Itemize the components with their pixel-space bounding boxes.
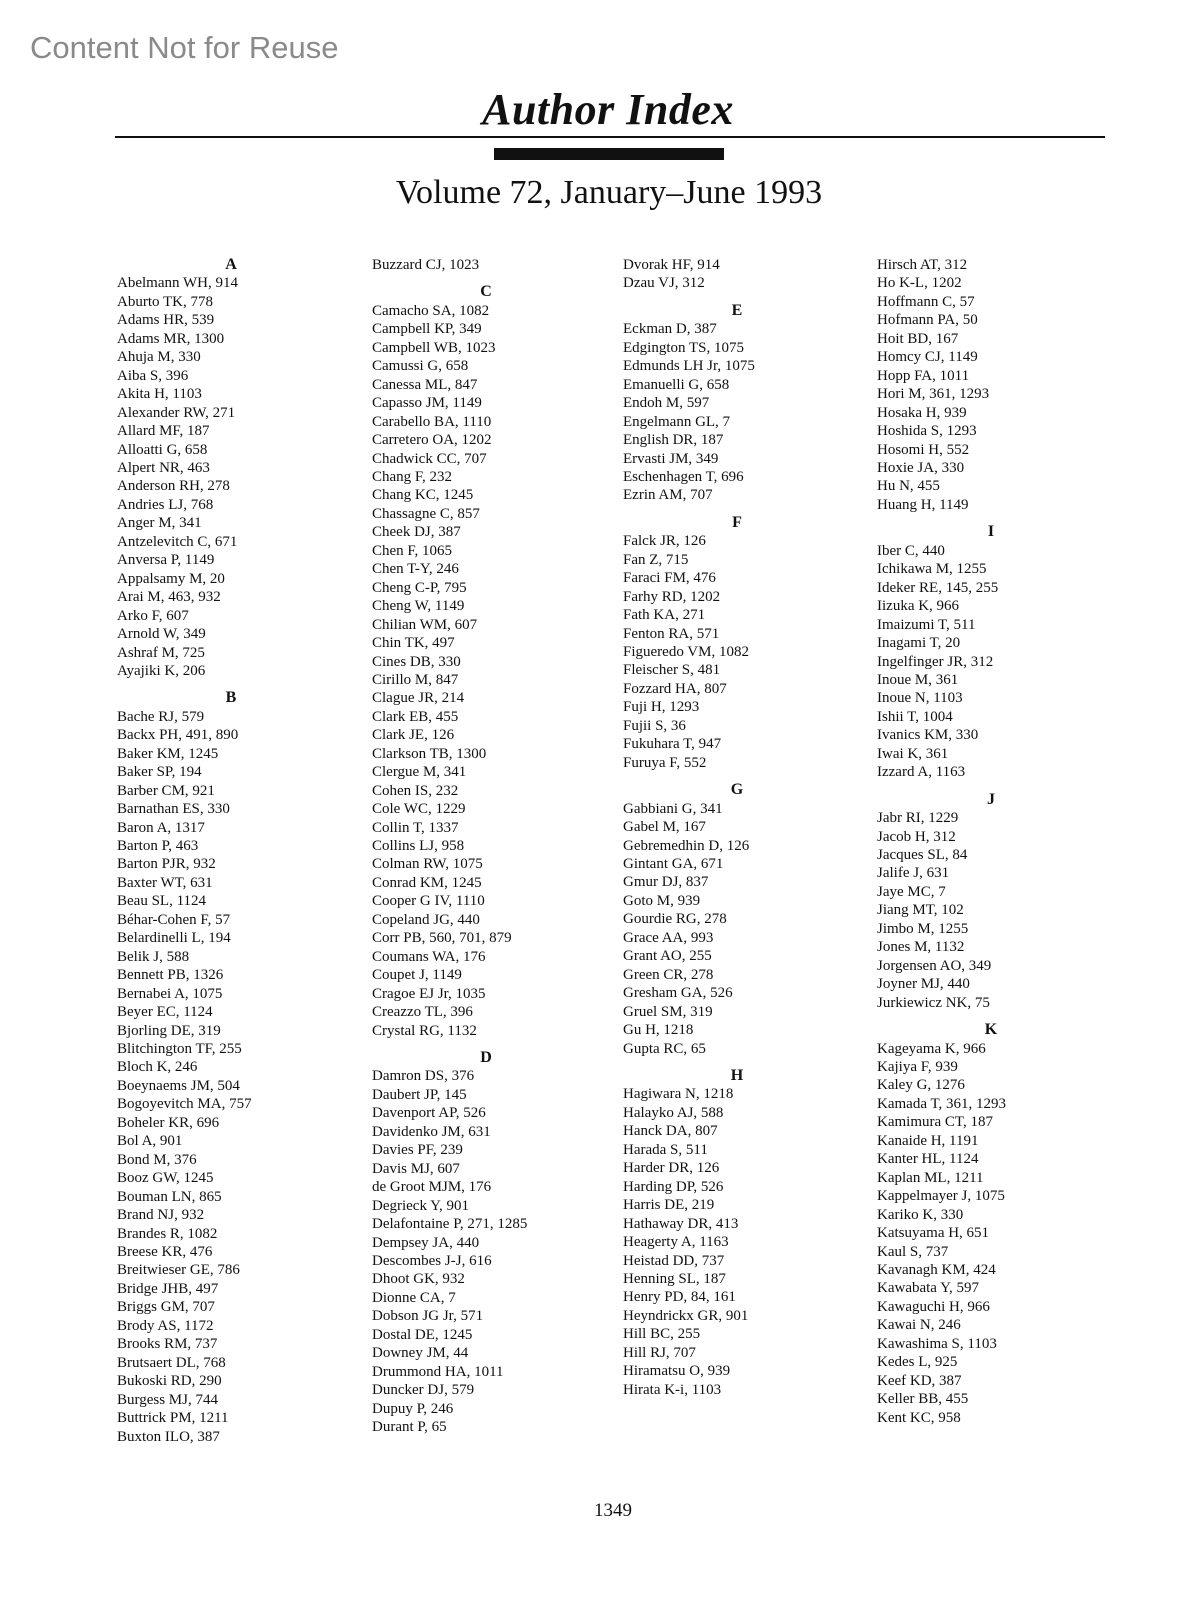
author-entry: Bukoski RD, 290: [117, 1373, 222, 1390]
author-entry: Henning SL, 187: [623, 1270, 726, 1287]
author-entry: Heistad DD, 737: [623, 1252, 725, 1269]
author-entry: Degrieck Y, 901: [372, 1197, 470, 1214]
author-entry: Iizuka K, 966: [877, 598, 960, 615]
author-entry: Béhar-Cohen F, 57: [117, 911, 231, 928]
author-entry: Barton P, 463: [117, 838, 199, 855]
author-entry: Grace AA, 993: [623, 929, 714, 946]
author-entry: Endoh M, 597: [623, 395, 710, 412]
author-entry: Jurkiewicz NK, 75: [877, 994, 990, 1011]
author-entry: Kawaguchi H, 966: [877, 1298, 990, 1315]
author-entry: Joyner MJ, 440: [877, 976, 970, 993]
author-entry: Kanaide H, 1191: [877, 1132, 979, 1149]
author-entry: Gmur DJ, 837: [623, 874, 709, 891]
author-entry: Adams HR, 539: [117, 312, 215, 329]
author-entry: Dempsey JA, 440: [372, 1234, 480, 1251]
index-column-3: [623, 256, 863, 1399]
author-entry: Gebremedhin D, 126: [623, 837, 750, 854]
author-entry: Green CR, 278: [623, 966, 714, 983]
author-entry: Baxter WT, 631: [117, 874, 213, 891]
author-entry: Fan Z, 715: [623, 551, 689, 568]
author-entry: Campbell KP, 349: [372, 321, 482, 338]
author-entry: Davies PF, 239: [372, 1142, 463, 1159]
author-entry: Katsuyama H, 651: [877, 1225, 990, 1242]
author-entry: Beau SL, 1124: [117, 893, 207, 910]
author-entry: Ivanics KM, 330: [877, 727, 979, 744]
author-entry: Gabbiani G, 341: [623, 800, 723, 817]
author-entry: Cheng C-P, 795: [372, 579, 467, 596]
author-entry: Bennett PB, 1326: [117, 967, 224, 984]
page-title: Author Index: [482, 85, 734, 134]
author-entry: Drummond HA, 1011: [372, 1363, 504, 1380]
author-entry: Cines DB, 330: [372, 653, 461, 670]
author-entry: Brandes R, 1082: [117, 1225, 218, 1242]
author-entry: Clarkson TB, 1300: [372, 745, 487, 762]
author-entry: Keef KD, 387: [877, 1372, 962, 1389]
author-entry: Aburto TK, 778: [117, 293, 213, 310]
author-entry: Bogoyevitch MA, 757: [117, 1096, 252, 1113]
section-spacer: [877, 514, 1117, 523]
author-entry: Kawai N, 246: [877, 1317, 961, 1334]
author-entry: Hosomi H, 552: [877, 441, 970, 458]
author-entry: Fozzard HA, 807: [623, 680, 727, 697]
author-entry: Hopp FA, 1011: [877, 367, 970, 384]
author-entry: Abelmann WH, 914: [117, 275, 238, 292]
author-entry: Jimbo M, 1255: [877, 920, 969, 937]
author-entry: Anversa P, 1149: [117, 552, 215, 569]
author-entry: Clark EB, 455: [372, 708, 459, 725]
author-entry: Kavanagh KM, 424: [877, 1261, 996, 1278]
author-entry: Goto M, 939: [623, 892, 701, 909]
author-entry: Boheler KR, 696: [117, 1114, 220, 1131]
author-entry: Hanck DA, 807: [623, 1123, 718, 1140]
author-entry: Hoxie JA, 330: [877, 459, 965, 476]
author-entry: Hirsch AT, 312: [877, 257, 968, 273]
author-entry: Breese KR, 476: [117, 1243, 213, 1260]
author-entry: Hagiwara N, 1218: [623, 1086, 734, 1103]
author-entry: Chang KC, 1245: [372, 487, 474, 504]
author-entry: Dionne CA, 7: [372, 1289, 456, 1306]
author-entry: Barnathan ES, 330: [117, 801, 230, 818]
author-entry: Hill BC, 255: [623, 1326, 701, 1343]
author-entry: Gruel SM, 319: [623, 1003, 713, 1020]
section-spacer: [623, 772, 863, 781]
watermark: Content Not for Reuse: [30, 30, 339, 65]
author-entry: Hu N, 455: [877, 478, 940, 495]
author-entry: Harder DR, 126: [623, 1160, 720, 1177]
author-entry: Adams MR, 1300: [117, 330, 225, 347]
author-entry: Delafontaine P, 271, 1285: [372, 1216, 528, 1233]
author-entry: Gu H, 1218: [623, 1022, 694, 1039]
author-entry: Baron A, 1317: [117, 819, 205, 836]
author-entry: Izzard A, 1163: [877, 764, 966, 781]
author-entry: Coumans WA, 176: [372, 948, 486, 965]
author-entry: de Groot MJM, 176: [372, 1179, 492, 1196]
author-entry: Hiramatsu O, 939: [623, 1363, 731, 1380]
section-spacer: [372, 274, 612, 283]
author-entry: Iwai K, 361: [877, 745, 949, 762]
author-entry: Bache RJ, 579: [117, 708, 205, 725]
author-entry: Booz GW, 1245: [117, 1170, 214, 1187]
author-entry: Camussi G, 658: [372, 358, 469, 375]
letter-heading: A: [225, 256, 237, 273]
author-entry: Fath KA, 271: [623, 607, 706, 624]
author-entry: Clergue M, 341: [372, 764, 467, 781]
author-entry: Jalife J, 631: [877, 865, 950, 882]
author-entry: Kamada T, 361, 1293: [877, 1095, 1007, 1112]
author-entry: Davenport AP, 526: [372, 1105, 486, 1122]
author-entry: Appalsamy M, 20: [117, 570, 225, 587]
author-entry: Ingelfinger JR, 312: [877, 653, 994, 670]
author-entry: Ichikawa M, 1255: [877, 561, 987, 578]
section-spacer: [623, 505, 863, 514]
author-entry: Carretero OA, 1202: [372, 432, 492, 449]
author-entry: Huang H, 1149: [877, 496, 969, 513]
author-entry: Imaizumi T, 511: [877, 616, 976, 633]
author-entry: Keller BB, 455: [877, 1391, 969, 1408]
author-entry: Hoffmann C, 57: [877, 293, 975, 310]
author-entry: Copeland JG, 440: [372, 911, 480, 928]
section-spacer: [372, 1040, 612, 1049]
author-entry: Inoue N, 1103: [877, 690, 963, 707]
author-entry: Buttrick PM, 1211: [117, 1410, 229, 1427]
letter-heading: K: [984, 1021, 998, 1039]
author-entry: Harada S, 511: [623, 1141, 708, 1158]
author-entry: Ezrin AM, 707: [623, 487, 713, 504]
index-column-1: [117, 256, 357, 1446]
author-entry: Dupuy P, 246: [372, 1400, 454, 1417]
author-entry: Kaul S, 737: [877, 1243, 949, 1260]
author-entry: Cirillo M, 847: [372, 671, 459, 688]
author-entry: Coupet J, 1149: [372, 967, 462, 984]
author-entry: Emanuelli G, 658: [623, 376, 730, 393]
author-entry: Eckman D, 387: [623, 321, 717, 338]
author-entry: Hirata K-i, 1103: [623, 1381, 722, 1398]
author-entry: Arai M, 463, 932: [117, 589, 221, 606]
author-entry: Blitchington TF, 255: [117, 1041, 242, 1057]
author-entry: Inoue M, 361: [877, 671, 959, 688]
author-entry: Jaye MC, 7: [877, 883, 946, 900]
author-entry: Damron DS, 376: [372, 1068, 475, 1085]
author-entry: Antzelevitch C, 671: [117, 533, 238, 550]
author-entry: Gresham GA, 526: [623, 985, 733, 1002]
author-entry: Iber C, 440: [877, 542, 945, 559]
author-entry: Faraci FM, 476: [623, 570, 716, 587]
letter-heading: F: [732, 513, 742, 531]
author-entry: Kageyama K, 966: [877, 1040, 986, 1057]
author-entry: Kedes L, 925: [877, 1354, 958, 1371]
author-entry: Furuya F, 552: [623, 754, 707, 771]
author-entry: Kappelmayer J, 1075: [877, 1188, 1005, 1205]
author-entry: Corr PB, 560, 701, 879: [372, 930, 512, 947]
author-entry: Chen F, 1065: [372, 542, 453, 559]
author-entry: Kajiya F, 939: [877, 1058, 958, 1075]
author-entry: Brutsaert DL, 768: [117, 1354, 226, 1371]
author-entry: Gabel M, 167: [623, 819, 706, 836]
author-entry: Clague JR, 214: [372, 690, 465, 707]
letter-heading: E: [731, 301, 743, 319]
author-entry: Dzau VJ, 312: [623, 275, 705, 292]
author-entry: Bernabei A, 1075: [117, 985, 223, 1002]
author-entry: Backx PH, 491, 890: [117, 727, 239, 744]
section-spacer: [877, 782, 1117, 791]
letter-heading: B: [225, 689, 237, 707]
author-entry: Jabr RI, 1229: [877, 810, 959, 827]
letter-heading: J: [987, 790, 995, 808]
author-entry: Breitwieser GE, 786: [117, 1262, 240, 1279]
author-entry: Cole WC, 1229: [372, 801, 466, 818]
author-entry: Kariko K, 330: [877, 1206, 964, 1223]
author-entry: Baker SP, 194: [117, 764, 202, 781]
author-entry: Davidenko JM, 631: [372, 1123, 491, 1140]
letter-heading: I: [987, 523, 995, 541]
author-entry: Cohen IS, 232: [372, 782, 459, 799]
author-entry: Crystal RG, 1132: [372, 1022, 477, 1039]
author-entry: Hoshida S, 1293: [877, 423, 977, 440]
author-entry: Halayko AJ, 588: [623, 1104, 724, 1121]
section-spacer: [623, 293, 863, 302]
author-entry: Heagerty A, 1163: [623, 1234, 729, 1251]
author-entry: Hoit BD, 167: [877, 330, 959, 347]
author-entry: Akita H, 1103: [117, 386, 202, 403]
author-entry: Brand NJ, 932: [117, 1207, 205, 1224]
author-entry: Anger M, 341: [117, 515, 202, 532]
author-entry: Ervasti JM, 349: [623, 450, 719, 467]
author-entry: Figueredo VM, 1082: [623, 644, 749, 661]
author-entry: Harris DE, 219: [623, 1197, 715, 1214]
author-entry: Duncker DJ, 579: [372, 1382, 475, 1399]
author-entry: Arko F, 607: [117, 607, 189, 624]
author-entry: Fukuhara T, 947: [623, 736, 722, 753]
author-entry: Ayajiki K, 206: [117, 662, 206, 679]
author-entry: Edgington TS, 1075: [623, 339, 744, 356]
author-entry: Belik J, 588: [117, 948, 190, 965]
author-entry: Bjorling DE, 319: [117, 1022, 221, 1039]
author-entry: Conrad KM, 1245: [372, 874, 482, 891]
author-entry: Barton PJR, 932: [117, 856, 216, 873]
author-entry: Durant P, 65: [372, 1419, 447, 1436]
author-entry: Jones M, 1132: [877, 939, 965, 956]
section-spacer: [623, 1058, 863, 1067]
author-entry: Kaplan ML, 1211: [877, 1169, 984, 1186]
author-entry: Homcy CJ, 1149: [877, 349, 978, 366]
author-entry: Bond M, 376: [117, 1151, 197, 1168]
author-entry: Beyer EC, 1124: [117, 1004, 213, 1021]
author-entry: Collins LJ, 958: [372, 838, 465, 855]
section-spacer: [877, 1012, 1117, 1021]
author-entry: Harding DP, 526: [623, 1178, 724, 1195]
author-entry: Chen T-Y, 246: [372, 561, 459, 578]
author-entry: Dostal DE, 1245: [372, 1326, 473, 1343]
author-entry: Cheek DJ, 387: [372, 524, 461, 541]
author-entry: Colman RW, 1075: [372, 856, 483, 873]
author-entry: Ishii T, 1004: [877, 708, 953, 725]
author-entry: Kent KC, 958: [877, 1409, 961, 1426]
author-entry: Carabello BA, 1110: [372, 413, 492, 430]
author-entry: Jorgensen AO, 349: [877, 957, 992, 974]
author-entry: Jacques SL, 84: [877, 847, 968, 864]
author-entry: Fenton RA, 571: [623, 625, 720, 642]
author-entry: Grant AO, 255: [623, 948, 712, 965]
author-entry: Jacob H, 312: [877, 828, 956, 845]
letter-heading: G: [730, 781, 744, 799]
author-entry: Kaley G, 1276: [877, 1077, 965, 1094]
page-number: 1349: [594, 1500, 632, 1521]
author-entry: Aiba S, 396: [117, 367, 189, 384]
author-entry: Chassagne C, 857: [372, 505, 480, 522]
author-entry: Collin T, 1337: [372, 819, 459, 836]
author-entry: Gupta RC, 65: [623, 1040, 706, 1057]
author-entry: Buzzard CJ, 1023: [372, 257, 480, 273]
volume-subtitle: Volume 72, January–June 1993: [395, 174, 823, 211]
author-entry: Fleischer S, 481: [623, 662, 721, 679]
header-rule: [115, 136, 1105, 138]
author-entry: Briggs GM, 707: [117, 1299, 215, 1316]
author-entry: Henry PD, 84, 161: [623, 1289, 736, 1306]
author-entry: Chilian WM, 607: [372, 616, 478, 633]
author-entry: Capasso JM, 1149: [372, 395, 482, 412]
author-entry: Clark JE, 126: [372, 727, 455, 744]
author-entry: Jiang MT, 102: [877, 902, 964, 919]
index-column-4: [877, 256, 1117, 1427]
author-entry: Chang F, 232: [372, 468, 453, 485]
author-entry: Kawashima S, 1103: [877, 1335, 997, 1352]
author-entry: Allard MF, 187: [117, 423, 210, 440]
author-entry: Heyndrickx GR, 901: [623, 1307, 749, 1324]
author-entry: Bridge JHB, 497: [117, 1280, 219, 1297]
section-spacer: [117, 680, 357, 689]
author-entry: Hofmann PA, 50: [877, 312, 978, 329]
author-entry: Arnold W, 349: [117, 626, 206, 643]
author-entry: Bloch K, 246: [117, 1059, 198, 1076]
author-entry: Fujii S, 36: [623, 717, 686, 734]
letter-heading: C: [480, 283, 492, 301]
author-entry: Engelmann GL, 7: [623, 413, 731, 430]
author-entry: Campbell WB, 1023: [372, 339, 496, 356]
author-entry: Dhoot GK, 932: [372, 1271, 465, 1288]
author-entry: Farhy RD, 1202: [623, 588, 721, 605]
author-entry: Belardinelli L, 194: [117, 930, 231, 947]
author-entry: Gintant GA, 671: [623, 856, 724, 872]
author-entry: Canessa ML, 847: [372, 376, 478, 393]
author-entry: Brody AS, 1172: [117, 1317, 214, 1334]
author-entry: Alexander RW, 271: [117, 404, 236, 421]
author-entry: Fuji H, 1293: [623, 699, 700, 716]
author-entry: Buxton ILO, 387: [117, 1428, 220, 1445]
author-entry: Bouman LN, 865: [117, 1188, 222, 1205]
author-entry: Brooks RM, 737: [117, 1336, 218, 1353]
author-entry: Ho K-L, 1202: [877, 275, 962, 292]
author-entry: Dvorak HF, 914: [623, 257, 720, 273]
author-entry: Downey JM, 44: [372, 1345, 469, 1362]
author-entry: Edmunds LH Jr, 1075: [623, 358, 755, 375]
author-entry: Ideker RE, 145, 255: [877, 579, 999, 596]
letter-heading: H: [730, 1066, 744, 1084]
author-entry: Hori M, 361, 1293: [877, 386, 990, 403]
author-entry: Inagami T, 20: [877, 635, 961, 652]
header-bar: [494, 148, 724, 160]
author-entry: Daubert JP, 145: [372, 1086, 467, 1103]
author-entry: Alpert NR, 463: [117, 459, 210, 476]
author-entry: Davis MJ, 607: [372, 1160, 460, 1177]
author-entry: Chin TK, 497: [372, 635, 455, 652]
author-entry: Bol A, 901: [117, 1133, 183, 1150]
author-entry: Cheng W, 1149: [372, 598, 465, 615]
author-entry: Hill RJ, 707: [623, 1344, 696, 1361]
author-entry: Hathaway DR, 413: [623, 1215, 739, 1232]
author-entry: Burgess MJ, 744: [117, 1391, 218, 1408]
author-entry: Falck JR, 126: [623, 533, 706, 550]
author-entry: Andries LJ, 768: [117, 496, 214, 513]
author-entry: Dobson JG Jr, 571: [372, 1308, 484, 1325]
author-entry: Kanter HL, 1124: [877, 1151, 979, 1168]
author-entry: Boeynaems JM, 504: [117, 1077, 240, 1094]
author-entry: English DR, 187: [623, 432, 724, 449]
index-column-2: [372, 256, 612, 1437]
letter-heading: D: [480, 1049, 492, 1067]
author-entry: Baker KM, 1245: [117, 745, 219, 762]
author-entry: Chadwick CC, 707: [372, 450, 487, 467]
author-entry: Gourdie RG, 278: [623, 911, 727, 928]
author-entry: Cragoe EJ Jr, 1035: [372, 985, 486, 1002]
author-entry: Kamimura CT, 187: [877, 1114, 993, 1131]
author-entry: Eschenhagen T, 696: [623, 468, 744, 485]
author-entry: Cooper G IV, 1110: [372, 893, 485, 910]
author-entry: Anderson RH, 278: [117, 478, 230, 495]
author-entry: Kawabata Y, 597: [877, 1280, 980, 1297]
author-entry: Barber CM, 921: [117, 782, 215, 799]
author-entry: Hosaka H, 939: [877, 404, 967, 421]
author-entry: Descombes J-J, 616: [372, 1252, 492, 1269]
author-entry: Ahuja M, 330: [117, 349, 201, 366]
author-entry: Camacho SA, 1082: [372, 302, 490, 319]
author-entry: Alloatti G, 658: [117, 441, 208, 458]
author-entry: Ashraf M, 725: [117, 644, 205, 661]
author-entry: Creazzo TL, 396: [372, 1004, 473, 1021]
